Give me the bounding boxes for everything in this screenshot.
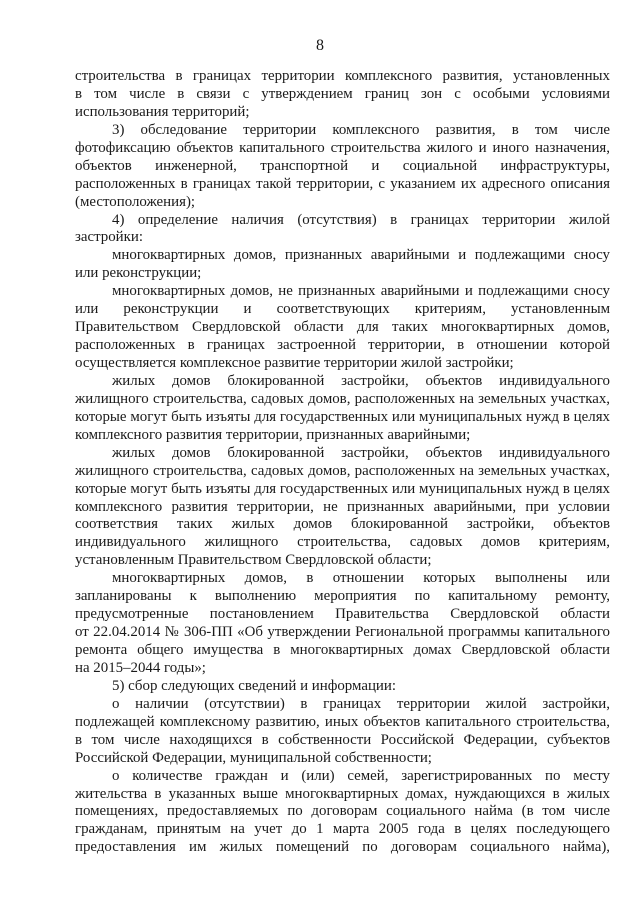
text-line: жилых домов блокированной застройки, объектов индивидуального: [112, 372, 610, 389]
text-line: 5) сбор следующих сведений и информации:: [112, 677, 397, 694]
text-line: в том числе находящихся в собственности Российской Федерации, субъектов: [75, 731, 610, 748]
text-line: на 2015–2044 годы»;: [75, 659, 206, 676]
text-line: 4) определение наличия (отсутствия) в границах территории жилой: [112, 211, 610, 228]
text-line: в том числе в связи с утверждением границ зон с особыми условиями: [75, 85, 610, 102]
text-line: предоставления им жилых помещений по договорам социального найма),: [75, 839, 610, 856]
text-line: или реконструкции и соответствующих критериям, установленным: [75, 301, 610, 318]
text-line: Российской Федерации, муниципальной собственности;: [75, 749, 432, 766]
body-text: [75, 68, 610, 857]
text-line: подлежащей комплексному развитию, иных объектов капитального строительства,: [75, 713, 610, 730]
text-line: помещениях, предоставляемых по договорам социального найма (в том числе: [75, 803, 610, 820]
text-line: о количестве граждан и (или) семей, зарегистрированных по месту: [112, 767, 610, 784]
text-line: использования территорий;: [75, 103, 250, 120]
text-line: 3) обследование территории комплексного развития, в том числе: [112, 121, 610, 138]
text-line: объектов инженерной, транспортной и социальной инфраструктуры,: [75, 157, 610, 174]
text-line: застройки:: [75, 229, 143, 246]
text-line: многоквартирных домов, в отношении которых выполнены или: [112, 570, 610, 587]
text-line: гражданам, принятым на учет до 1 марта 2005 года в целях последующего: [75, 821, 610, 838]
text-line: комплексного развития территории, признанных аварийными;: [75, 426, 471, 443]
text-line: строительства в границах территории комплексного развития, установленных: [75, 68, 610, 84]
text-line: жилищного строительства, садовых домов, расположенных на земельных участках,: [75, 462, 610, 479]
text-line: которые могут быть изъяты для государственных или муниципальных нужд в целях: [75, 408, 610, 425]
text-line: ремонта общего имущества в многоквартирных домах Свердловской области: [75, 642, 610, 658]
text-line: индивидуального жилищного строительства, садовых домов критериям,: [75, 534, 610, 551]
text-line: расположенных в границах застроенной территории, в отношении которой: [75, 337, 610, 354]
text-line: запланированы к выполнению мероприятия по капитальному ремонту,: [75, 588, 610, 605]
text-line: от 22.04.2014 № 306-ПП «Об утверждении Региональной программы капитального: [75, 624, 610, 641]
text-line: фотофиксацию объектов капитального строительства жилого и иного назначения,: [75, 139, 610, 156]
text-line: жилищного строительства, садовых домов, расположенных на земельных участках,: [75, 390, 610, 407]
text-line: жительства в указанных выше многоквартирных домах, нуждающихся в жилых: [75, 785, 610, 802]
text-line: осуществляется комплексное развитие территории жилой застройки;: [75, 355, 514, 371]
text-line: многоквартирных домов, признанных аварийными и подлежащими сносу: [112, 247, 610, 264]
page-number: 8: [316, 37, 324, 54]
text-line: соответствия таких жилых домов блокированной застройки, объектов: [75, 516, 610, 533]
text-line: которые могут быть изъяты для государственных или муниципальных нужд в целях: [75, 480, 610, 497]
text-line: установленным Правительством Свердловской области;: [75, 552, 432, 569]
text-line: или реконструкции;: [75, 265, 202, 282]
text-line: комплексного развития территории, не признанных аварийными, при условии: [75, 498, 610, 515]
text-line: Правительством Свердловской области для таких многоквартирных домов,: [75, 319, 610, 336]
text-line: жилых домов блокированной застройки, объектов индивидуального: [112, 444, 610, 461]
text-line: о наличии (отсутствии) в границах территории жилой застройки,: [112, 695, 610, 712]
text-line: многоквартирных домов, не признанных аварийными и подлежащими сносу: [112, 283, 610, 300]
text-line: (местоположения);: [75, 193, 196, 210]
text-line: расположенных в границах такой территории, с указанием их адресного описания: [75, 175, 610, 192]
text-line: предусмотренные постановлением Правительства Свердловской области: [75, 606, 610, 623]
